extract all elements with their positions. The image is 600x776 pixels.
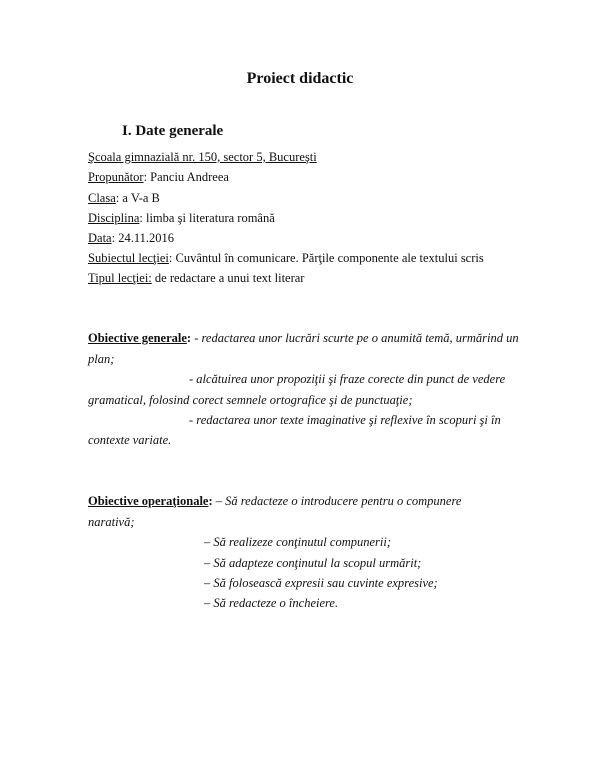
date-value: : 24.11.2016 [111,231,174,245]
date-line [88,231,174,246]
operational-objectives-label: Obiective operaţionale [88,494,209,508]
class-line [88,191,160,206]
proposer-line [88,170,229,185]
discipline-line [88,211,275,226]
operational-objectives-colon: : [208,494,213,508]
section-heading: I. Date generale [122,123,224,139]
discipline-value: : limba şi literatura română [139,211,275,225]
operational-objectives-line-1 [88,494,461,509]
operational-objective-4: – Să folosească expresii sau cuvinte expresive; [204,576,438,590]
general-objective-1-start: - redactarea unor lucrări scurte pe o anumită temă, urmărind un [191,331,519,345]
operational-objective-1-end: narativă; [88,515,135,529]
operational-objective-2: – Să realizeze conţinutul compunerii; [204,535,392,549]
general-objectives-colon: : [186,331,192,345]
class-label: Clasa [88,191,116,205]
date-label: Data [88,231,112,245]
subject-label: Subiectul lecţiei [88,251,169,265]
lesson-type-value: de redactare a unui text literar [151,271,305,285]
proposer-value: : Panciu Andreea [143,170,229,184]
class-value: : a V-a B [115,191,160,205]
general-objectives-label: Obiective generale [88,331,187,345]
document-title: Proiect didactic [246,70,354,87]
operational-objective-3: – Să adapteze conţinutul la scopul urmărit; [204,556,422,570]
subject-value: : Cuvântul în comunicare. Părţile componente ale textului scris [168,251,484,265]
school-line [88,150,317,165]
general-objectives-line-1 [88,331,519,346]
school-name: Şcoala gimnazială nr. 150, sector 5, Bucureşti [88,150,317,164]
discipline-label: Disciplina [88,211,140,225]
operational-objective-1-start: – Să redacteze o introducere pentru o compunere [212,494,462,508]
general-objective-2-end: gramatical, folosind corect semnele ortografice şi de punctuaţie; [88,393,413,407]
general-objective-1-end: plan; [88,352,115,366]
general-objective-3-start: - redactarea unor texte imaginative şi reflexive în scopuri şi în [189,413,501,427]
general-objective-3-end: contexte variate. [88,433,172,447]
subject-line [88,251,484,266]
operational-objective-5: – Să redacteze o încheiere. [204,596,339,610]
proposer-label: Propunător [88,170,144,184]
lesson-type-label: Tipul lecţiei: [88,271,152,285]
general-objective-2-start: - alcătuirea unor propoziţii şi fraze corecte din punct de vedere [189,372,506,386]
lesson-type-line [88,271,304,286]
